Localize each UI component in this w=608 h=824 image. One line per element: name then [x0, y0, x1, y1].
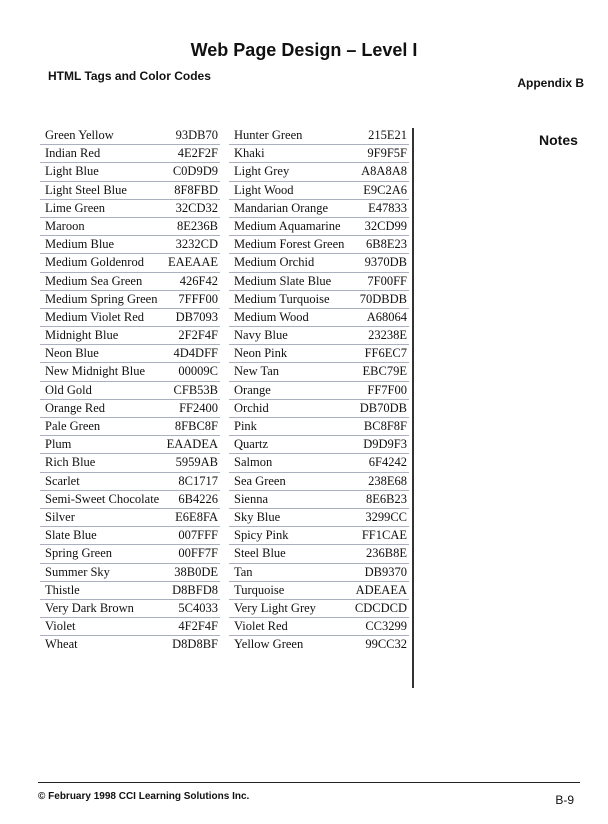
color-code: E47833 — [368, 200, 407, 215]
color-code: EBC79E — [362, 364, 407, 379]
color-row — [40, 327, 220, 345]
color-name: Very Dark Brown — [45, 600, 134, 615]
color-code: FF1CAE — [361, 528, 407, 543]
color-name: Semi-Sweet Chocolate — [45, 491, 160, 506]
color-name: Medium Forest Green — [234, 237, 345, 252]
color-table-right — [229, 127, 409, 653]
color-name: Light Steel Blue — [45, 182, 127, 197]
color-row — [229, 273, 409, 291]
color-code: 8FBC8F — [174, 419, 218, 433]
color-name: Mandarian Orange — [234, 200, 329, 215]
color-name: Hunter Green — [234, 128, 303, 142]
color-code: 8F8FBD — [174, 182, 218, 197]
color-name: Midnight Blue — [45, 328, 119, 343]
color-row — [40, 309, 220, 327]
column-divider — [412, 128, 414, 688]
color-row — [40, 236, 220, 254]
color-row — [40, 200, 220, 218]
color-code: 8E6B23 — [366, 491, 407, 506]
color-name: Yellow Green — [234, 637, 304, 652]
color-name: Neon Pink — [234, 346, 288, 361]
notes-heading: Notes — [539, 132, 578, 148]
color-name: Medium Wood — [234, 309, 309, 324]
color-row — [229, 618, 409, 636]
color-code: FF2400 — [179, 400, 218, 415]
color-name: Medium Aquamarine — [234, 218, 341, 233]
color-code: 8E236B — [177, 218, 218, 233]
color-row — [229, 545, 409, 563]
color-row — [229, 291, 409, 309]
color-row — [40, 418, 220, 436]
color-row — [229, 182, 409, 200]
footer-copyright: © February 1998 CCI Learning Solutions Inc. — [38, 791, 250, 802]
color-name: Medium Orchid — [234, 255, 315, 270]
color-code: DB7093 — [175, 309, 218, 324]
color-name: Slate Blue — [45, 528, 97, 543]
color-code: 236B8E — [366, 546, 407, 561]
color-row — [229, 309, 409, 327]
color-name: Medium Spring Green — [45, 291, 158, 306]
color-code: DB70DB — [359, 400, 407, 415]
color-code: 32CD99 — [364, 218, 407, 233]
color-code: EAEAAE — [168, 255, 218, 270]
color-row — [40, 291, 220, 309]
color-row — [229, 491, 409, 509]
color-row — [40, 582, 220, 600]
color-name: Medium Violet Red — [45, 309, 145, 324]
color-code: FF6EC7 — [364, 346, 407, 361]
color-name: Medium Sea Green — [45, 273, 143, 288]
color-name: Old Gold — [45, 382, 92, 397]
color-row — [229, 582, 409, 600]
color-row — [229, 163, 409, 181]
color-name: Thistle — [45, 582, 80, 597]
color-code: DB9370 — [364, 564, 407, 579]
color-code: 4E2F2F — [177, 146, 218, 161]
color-name: Medium Blue — [45, 237, 115, 252]
color-row — [40, 127, 220, 145]
color-name: Plum — [45, 437, 72, 452]
color-name: Maroon — [45, 218, 85, 233]
color-row — [40, 145, 220, 163]
color-code: CFB53B — [173, 382, 218, 397]
color-code: 4F2F4F — [178, 619, 218, 634]
color-code: A8A8A8 — [361, 164, 407, 179]
color-row — [40, 218, 220, 236]
color-row — [40, 400, 220, 418]
color-name: Orange Red — [45, 400, 106, 415]
color-name: Tan — [234, 564, 253, 579]
color-row — [229, 473, 409, 491]
color-code: C0D9D9 — [172, 164, 218, 179]
color-code: 426F42 — [179, 273, 218, 288]
page-number: B-9 — [555, 793, 574, 807]
color-name: Light Wood — [234, 182, 294, 197]
color-code: 9370DB — [364, 255, 407, 270]
color-name: Sky Blue — [234, 509, 281, 524]
color-row — [40, 254, 220, 272]
color-code: 38B0DE — [174, 564, 218, 579]
color-row — [229, 327, 409, 345]
color-name: Medium Slate Blue — [234, 273, 332, 288]
color-row — [229, 127, 409, 145]
color-code: 93DB70 — [175, 128, 218, 142]
color-code: 7FFF00 — [178, 291, 218, 306]
color-row — [229, 436, 409, 454]
color-code: 00009C — [178, 364, 218, 379]
color-name: Sea Green — [234, 473, 286, 488]
color-code: D8BFD8 — [172, 582, 218, 597]
color-code: CC3299 — [365, 619, 407, 634]
color-code: 23238E — [368, 328, 407, 343]
color-row — [40, 564, 220, 582]
color-name: Scarlet — [45, 473, 80, 488]
color-name: Wheat — [45, 637, 78, 652]
color-code: CDCDCD — [354, 600, 407, 615]
color-name: Neon Blue — [45, 346, 99, 361]
color-name: Orchid — [234, 400, 269, 415]
color-code: D9D9F3 — [363, 437, 407, 452]
color-row — [40, 345, 220, 363]
color-row — [229, 363, 409, 381]
color-code: BC8F8F — [363, 419, 407, 433]
color-code: 5C4033 — [178, 600, 218, 615]
color-name: Lime Green — [45, 200, 106, 215]
color-row — [40, 527, 220, 545]
color-row — [229, 218, 409, 236]
color-code: 4D4DFF — [173, 346, 218, 361]
color-row — [40, 363, 220, 381]
color-row — [229, 564, 409, 582]
color-name: Khaki — [234, 146, 265, 161]
color-row — [229, 600, 409, 618]
color-row — [40, 600, 220, 618]
color-code: 6F4242 — [368, 455, 407, 470]
color-code: A68064 — [366, 309, 407, 324]
color-table-left — [40, 127, 220, 653]
page-subtitle: HTML Tags and Color Codes — [48, 69, 211, 83]
color-name: Medium Turquoise — [234, 291, 330, 306]
color-name: Spicy Pink — [234, 528, 289, 543]
color-code: 70DBDB — [359, 291, 407, 306]
color-name: Pale Green — [45, 419, 101, 433]
color-name: Very Light Grey — [234, 600, 316, 615]
color-code: 6B8E23 — [366, 237, 407, 252]
color-name: Sienna — [234, 491, 269, 506]
color-name: Steel Blue — [234, 546, 286, 561]
color-row — [229, 200, 409, 218]
color-row — [40, 509, 220, 527]
color-row — [40, 382, 220, 400]
color-code: 3232CD — [175, 237, 218, 252]
color-row — [40, 163, 220, 181]
color-name: Navy Blue — [234, 328, 288, 343]
color-code: 32CD32 — [175, 200, 218, 215]
color-name: Light Blue — [45, 164, 99, 179]
color-row — [40, 473, 220, 491]
color-name: Light Grey — [234, 164, 290, 179]
color-code: E9C2A6 — [363, 182, 407, 197]
color-name: Quartz — [234, 437, 269, 452]
color-code: 215E21 — [368, 128, 407, 142]
color-row — [40, 436, 220, 454]
color-row — [229, 345, 409, 363]
color-row — [40, 491, 220, 509]
color-row — [229, 382, 409, 400]
color-name: Rich Blue — [45, 455, 96, 470]
color-name: New Tan — [234, 364, 280, 379]
color-row — [40, 273, 220, 291]
color-row — [229, 254, 409, 272]
color-name: Turquoise — [234, 582, 285, 597]
color-row — [40, 182, 220, 200]
color-code: 5959AB — [175, 455, 218, 470]
color-name: Salmon — [234, 455, 273, 470]
color-code: 238E68 — [368, 473, 407, 488]
color-code: FF7F00 — [367, 382, 407, 397]
color-row — [229, 400, 409, 418]
color-code: 00FF7F — [178, 546, 218, 561]
color-row — [40, 454, 220, 472]
color-name: New Midnight Blue — [45, 364, 145, 379]
color-code: 2F2F4F — [178, 328, 218, 343]
color-name: Violet Red — [234, 619, 288, 634]
color-name: Pink — [234, 419, 257, 433]
color-name: Silver — [45, 509, 75, 524]
color-code: 7F00FF — [367, 273, 407, 288]
color-code: E6E8FA — [175, 509, 218, 524]
color-name: Spring Green — [45, 546, 112, 561]
color-name: Indian Red — [45, 146, 101, 161]
color-row — [229, 418, 409, 436]
color-code: 8C1717 — [178, 473, 218, 488]
color-code: 3299CC — [365, 509, 407, 524]
appendix-label: Appendix B — [517, 76, 584, 90]
color-name: Medium Goldenrod — [45, 255, 144, 270]
color-code: 007FFF — [178, 528, 218, 543]
color-code: ADEAEA — [355, 582, 407, 597]
color-row — [229, 236, 409, 254]
color-code: 99CC32 — [365, 637, 407, 652]
color-code: 6B4226 — [178, 491, 218, 506]
color-name: Violet — [45, 619, 76, 634]
color-row — [229, 509, 409, 527]
color-row — [229, 145, 409, 163]
color-name: Orange — [234, 382, 271, 397]
color-row — [229, 636, 409, 653]
color-code: D8D8BF — [172, 637, 218, 652]
color-row — [40, 545, 220, 563]
color-row — [40, 636, 220, 653]
color-name: Green Yellow — [45, 128, 114, 142]
color-row — [229, 454, 409, 472]
color-code: EAADEA — [166, 437, 218, 452]
page-title: Web Page Design – Level I — [190, 40, 418, 60]
color-row — [229, 527, 409, 545]
color-code: 9F9F5F — [367, 146, 407, 161]
color-name: Summer Sky — [45, 564, 110, 579]
color-row — [40, 618, 220, 636]
footer-rule — [38, 782, 580, 783]
